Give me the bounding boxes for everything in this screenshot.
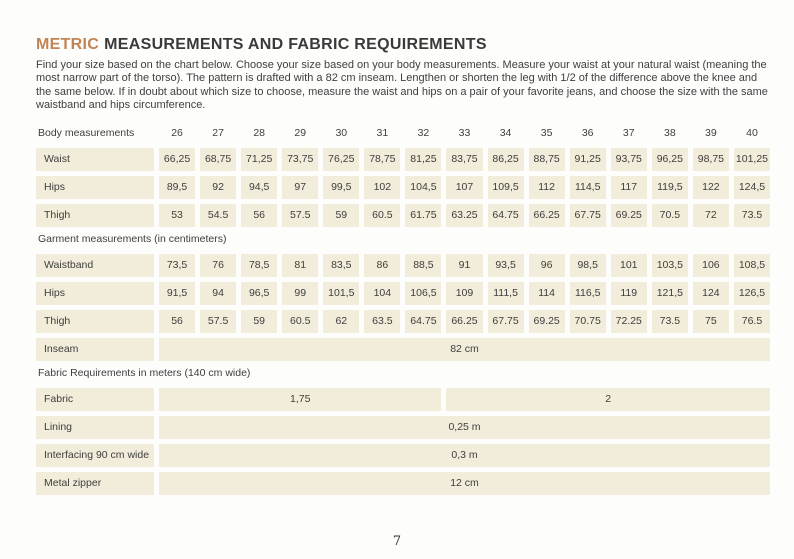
size-column-header: 38 <box>663 126 676 139</box>
table-row-waist <box>36 148 770 171</box>
value-cell: 86,25 <box>488 148 524 171</box>
table-row-interfacing <box>36 444 770 467</box>
row-label: Metal zipper <box>36 472 154 495</box>
table-row-waistband <box>36 254 770 277</box>
size-column-header: 29 <box>294 126 307 139</box>
value-cell: 111,5 <box>488 282 524 305</box>
value-cell: 101,25 <box>734 148 770 171</box>
value-cell: 62 <box>323 310 359 333</box>
value-cell: 63.25 <box>446 204 482 227</box>
value-cell: 119,5 <box>652 176 688 199</box>
value-cell: 92 <box>200 176 236 199</box>
size-column-header: 34 <box>499 126 512 139</box>
value-cell: 99 <box>282 282 318 305</box>
value-cell: 73,5 <box>159 254 195 277</box>
value-cell: 104,5 <box>405 176 441 199</box>
value-cell: 64.75 <box>488 204 524 227</box>
value-cell: 99,5 <box>323 176 359 199</box>
lining-value-cell: 0,25 m <box>159 416 770 439</box>
value-cell: 83,75 <box>446 148 482 171</box>
garment-section-header: Garment measurements (in centimeters) <box>38 232 227 245</box>
value-cell: 73,75 <box>282 148 318 171</box>
table-row-garment-hips <box>36 282 770 305</box>
value-cell: 89,5 <box>159 176 195 199</box>
value-cell: 78,75 <box>364 148 400 171</box>
value-cell: 93,5 <box>488 254 524 277</box>
value-cell: 63.5 <box>364 310 400 333</box>
value-cell: 64.75 <box>405 310 441 333</box>
size-column-header: 35 <box>540 126 553 139</box>
measurements-table <box>36 126 770 495</box>
table-row-inseam <box>36 338 770 361</box>
value-cell: 75 <box>693 310 729 333</box>
value-cell: 76.5 <box>734 310 770 333</box>
value-cell: 86 <box>364 254 400 277</box>
value-cell: 68,75 <box>200 148 236 171</box>
value-cell: 91,5 <box>159 282 195 305</box>
fabric-large-sizes-cell: 2 <box>446 388 770 411</box>
value-cell: 76,25 <box>323 148 359 171</box>
value-cell: 124 <box>693 282 729 305</box>
value-cell: 70.5 <box>652 204 688 227</box>
table-row-garment-thigh <box>36 310 770 333</box>
value-cell: 72 <box>693 204 729 227</box>
value-cell: 98,75 <box>693 148 729 171</box>
size-column-header: 30 <box>335 126 348 139</box>
row-label: Lining <box>36 416 154 439</box>
value-cell: 59 <box>323 204 359 227</box>
value-cell: 122 <box>693 176 729 199</box>
value-cell: 91,25 <box>570 148 606 171</box>
fabric-small-sizes-cell: 1,75 <box>159 388 441 411</box>
interfacing-value-cell: 0,3 m <box>159 444 770 467</box>
value-cell: 94 <box>200 282 236 305</box>
value-cell: 121,5 <box>652 282 688 305</box>
row-label: Interfacing 90 cm wide <box>36 444 154 467</box>
value-cell: 124,5 <box>734 176 770 199</box>
value-cell: 60.5 <box>364 204 400 227</box>
table-row-thigh <box>36 204 770 227</box>
row-label: Waistband <box>36 254 154 277</box>
size-column-header: 37 <box>622 126 635 139</box>
row-label: Hips <box>36 176 154 199</box>
row-label: Waist <box>36 148 154 171</box>
intro-paragraph: Find your size based on the chart below. Choose your size based on your body measurements. Measure your waist at your natural waist (meaning the most narrow part of the torso). The pattern is drafted with a 82 cm inseam. Lengthen or shorten the leg with 1/2 of the difference above the knee and the same below. If in doubt about which size to choose, measure the waist and hips on a pair of your favorite jeans, and choose the size with the same waistband and hips circumference. <box>36 59 768 112</box>
size-column-header: 33 <box>458 126 471 139</box>
value-cell: 78,5 <box>241 254 277 277</box>
value-cell: 66,25 <box>159 148 195 171</box>
value-cell: 96,5 <box>241 282 277 305</box>
inseam-value-cell: 82 cm <box>159 338 770 361</box>
size-column-header: 36 <box>581 126 594 139</box>
row-label: Inseam <box>36 338 154 361</box>
table-row-fabric <box>36 388 770 411</box>
size-column-header: 26 <box>171 126 183 139</box>
value-cell: 103,5 <box>652 254 688 277</box>
value-cell: 108,5 <box>734 254 770 277</box>
value-cell: 114,5 <box>570 176 606 199</box>
value-cell: 81 <box>282 254 318 277</box>
value-cell: 101 <box>611 254 647 277</box>
table-row-hips <box>36 176 770 199</box>
size-column-header: 39 <box>705 126 717 139</box>
value-cell: 97 <box>282 176 318 199</box>
row-label: Fabric <box>36 388 154 411</box>
table-row-lining <box>36 416 770 439</box>
value-cell: 69.25 <box>611 204 647 227</box>
value-cell: 112 <box>529 176 565 199</box>
value-cell: 57.5 <box>200 310 236 333</box>
value-cell: 71,25 <box>241 148 277 171</box>
value-cell: 66.25 <box>529 204 565 227</box>
value-cell: 109 <box>446 282 482 305</box>
value-cell: 88,75 <box>529 148 565 171</box>
value-cell: 66.25 <box>446 310 482 333</box>
value-cell: 61.75 <box>405 204 441 227</box>
value-cell: 81,25 <box>405 148 441 171</box>
value-cell: 69.25 <box>529 310 565 333</box>
row-label: Thigh <box>36 204 154 227</box>
value-cell: 119 <box>611 282 647 305</box>
value-cell: 53 <box>159 204 195 227</box>
value-cell: 109,5 <box>488 176 524 199</box>
value-cell: 91 <box>446 254 482 277</box>
value-cell: 116,5 <box>570 282 606 305</box>
zipper-value-cell: 12 cm <box>159 472 770 495</box>
fabric-section-header: Fabric Requirements in meters (140 cm wide) <box>38 366 251 379</box>
size-column-header: 31 <box>376 126 389 139</box>
value-cell: 101,5 <box>323 282 359 305</box>
value-cell: 72.25 <box>611 310 647 333</box>
value-cell: 106 <box>693 254 729 277</box>
value-cell: 67.75 <box>488 310 524 333</box>
row-label: Hips <box>36 282 154 305</box>
value-cell: 93,75 <box>611 148 647 171</box>
size-column-header: 27 <box>212 126 224 139</box>
value-cell: 106,5 <box>405 282 441 305</box>
value-cell: 56 <box>241 204 277 227</box>
page-title <box>36 36 770 54</box>
value-cell: 96,25 <box>652 148 688 171</box>
value-cell: 60.5 <box>282 310 318 333</box>
value-cell: 104 <box>364 282 400 305</box>
value-cell: 114 <box>529 282 565 305</box>
value-cell: 126,5 <box>734 282 770 305</box>
value-cell: 117 <box>611 176 647 199</box>
value-cell: 59 <box>241 310 277 333</box>
body-measurements-header: Body measurements <box>38 126 135 139</box>
table-row-zipper <box>36 472 770 495</box>
value-cell: 94,5 <box>241 176 277 199</box>
size-column-header: 32 <box>417 126 430 139</box>
value-cell: 102 <box>364 176 400 199</box>
value-cell: 73.5 <box>652 310 688 333</box>
page-title-rest: MEASUREMENTS AND FABRIC REQUIREMENTS <box>104 36 487 53</box>
value-cell: 88,5 <box>405 254 441 277</box>
page-title-accent: METRIC <box>36 36 100 53</box>
value-cell: 56 <box>159 310 195 333</box>
size-column-header: 28 <box>253 126 265 139</box>
value-cell: 98,5 <box>570 254 606 277</box>
row-label: Thigh <box>36 310 154 333</box>
page-number: 7 <box>392 534 402 549</box>
value-cell: 107 <box>446 176 482 199</box>
value-cell: 83,5 <box>323 254 359 277</box>
size-header-row <box>36 126 770 140</box>
value-cell: 67.75 <box>570 204 606 227</box>
value-cell: 70.75 <box>570 310 606 333</box>
value-cell: 54.5 <box>200 204 236 227</box>
size-column-header: 40 <box>746 126 758 139</box>
value-cell: 57.5 <box>282 204 318 227</box>
value-cell: 73.5 <box>734 204 770 227</box>
value-cell: 96 <box>529 254 565 277</box>
value-cell: 76 <box>200 254 236 277</box>
